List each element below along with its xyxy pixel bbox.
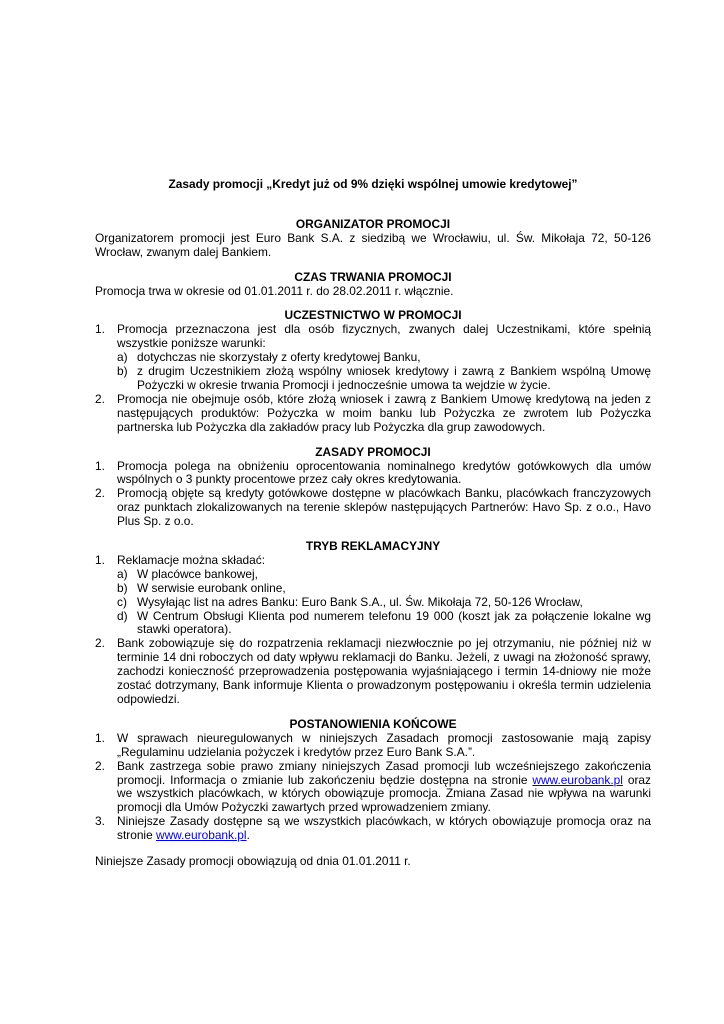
section-final-provisions xyxy=(95,718,651,843)
sub-list-text: Wysyłając list na adres Banku: Euro Bank S.A., ul. Św. Mikołaja 72, 50-126 Wrocław, xyxy=(137,594,583,609)
sub-list-item xyxy=(95,610,651,638)
list-text xyxy=(117,760,651,816)
list-number: 2. xyxy=(95,636,105,651)
list-text: Promocja polega na obniżeniu oprocentowania nominalnego kredytów gotówkowych dla umów wspólnych o 3 punkty procentowe przez cały okres kredytowania. xyxy=(117,458,651,487)
section-heading: TRYB REKLAMACYJNY xyxy=(305,539,441,554)
list-text: Promocja przeznaczona jest dla osób fizycznych, zwanych dalej Uczestnikami, które spełnią wszystkie poniższe warunki: xyxy=(117,322,651,351)
list-number: 1. xyxy=(95,458,105,473)
sub-list-item xyxy=(95,365,651,393)
list-number: 3. xyxy=(95,814,105,829)
sub-list-text: W placówce bankowej, xyxy=(137,566,258,581)
list-item xyxy=(95,637,651,707)
list-text: Promocją objęte są kredyty gotówkowe dostępne w placówkach Banku, placówkach franczyzowych oraz punktach zlokalizowanych na terenie sklepów następujących Partnerów: Havo Sp. z o.o., Havo Plus Sp. z o.o. xyxy=(117,486,651,529)
list-item xyxy=(95,323,651,351)
sub-list-text: dotychczas nie skorzystały z oferty kredytowej Banku, xyxy=(137,350,421,365)
section-heading: UCZESTNICTWO W PROMOCJI xyxy=(284,308,462,323)
list-item xyxy=(95,393,651,435)
list-number: 1. xyxy=(95,730,105,745)
section-organizer xyxy=(95,218,651,260)
paragraph: Promocja trwa w okresie od 01.01.2011 r. do 28.02.2011 r. włącznie. xyxy=(95,283,454,298)
list-item xyxy=(95,487,651,529)
paragraph: Organizatorem promocji jest Euro Bank S.A. z siedzibą we Wrocławiu, ul. Św. Mikołaja 72, 50-126 Wrocław, zwanym dalej Bankiem. xyxy=(95,230,651,259)
eurobank-link[interactable]: www.eurobank.pl xyxy=(532,772,623,787)
section-heading: ZASADY PROMOCJI xyxy=(315,444,431,459)
section-complaints xyxy=(95,540,651,707)
section-participation xyxy=(95,309,651,434)
list-item xyxy=(95,760,651,816)
list-text: W sprawach nieuregulowanych w niniejszych Zasadach promocji zastosowanie mają zapisy „Regulaminu udzielania pożyczek i kredytów przez Euro Bank S.A.”. xyxy=(117,730,651,759)
section-heading: ORGANIZATOR PROMOCJI xyxy=(295,216,451,231)
list-item xyxy=(95,815,651,843)
list-number: 2. xyxy=(95,486,105,501)
list-item xyxy=(95,732,651,760)
sub-list-text: W serwisie eurobank online, xyxy=(137,580,286,595)
sub-list-letter: c) xyxy=(117,594,127,609)
text-segment: Bank zastrzega sobie prawo zmiany niniejszych Zasad promocji lub wcześniejszego zakończenia promocji. Informacja o zmianie lub zakończeniu będzie dostępna na stronie xyxy=(117,758,651,787)
sub-list-text: W Centrum Obsługi Klienta pod numerem telefonu 19 000 (koszt jak za połączenie lokalne wg stawki operatora). xyxy=(137,608,651,637)
text-segment: oraz we wszystkich placówkach, w których obowiązuje promocja. Zmiana Zasad nie wpływa na warunki promocji dla Umów Pożyczki zawartych przed wprowadzeniem zmiany. xyxy=(117,772,651,815)
section-rules xyxy=(95,446,651,529)
document-page xyxy=(95,178,651,869)
list-text xyxy=(117,815,651,843)
document-title: Zasady promocji „Kredyt już od 9% dzięki wspólnej umowie kredytowej” xyxy=(168,177,578,191)
eurobank-link[interactable]: www.eurobank.pl xyxy=(156,828,247,843)
text-segment: Niniejsze Zasady dostępne są we wszystkich placówkach, w których obowiązuje promocja oraz na stronie xyxy=(117,814,651,843)
list-text: Bank zobowiązuje się do rozpatrzenia reklamacji niezwłocznie po jej otrzymaniu, nie później niż w terminie 14 dni roboczych od daty wpływu reklamacji do Banku. Jeżeli, z uwagi na złożoność sprawy, zachodzi konieczność przeprowadzenia postępowania wyjaśniającego i termin 14-dniowy nie może zostać dotrzymany, Bank informuje Klienta o prowadzonym postępowaniu i określa termin udzielenia odpowiedzi. xyxy=(117,636,651,706)
section-duration xyxy=(95,271,651,299)
list-item xyxy=(95,460,651,488)
sub-list-letter: b) xyxy=(117,580,128,595)
section-heading: CZAS TRWANIA PROMOCJI xyxy=(294,269,452,284)
list-item xyxy=(95,554,651,568)
list-number: 2. xyxy=(95,758,105,773)
text-segment: . xyxy=(246,828,250,843)
list-number: 1. xyxy=(95,552,105,567)
sub-list-item xyxy=(95,596,651,610)
sub-list-letter: b) xyxy=(117,364,128,379)
sub-list-letter: a) xyxy=(117,566,128,581)
list-number: 1. xyxy=(95,322,105,337)
sub-list-text: z drugim Uczestnikiem złożą wspólny wniosek kredytowy i zawrą z Bankiem wspólną Umowę Pożyczki w okresie trwania Promocji i jednocześnie umowa ta wejdzie w życie. xyxy=(137,364,651,392)
section-heading: POSTANOWIENIA KOŃCOWE xyxy=(289,716,457,731)
sub-list-item xyxy=(95,568,651,582)
closing-statement: Niniejsze Zasady promocji obowiązują od dnia 01.01.2011 r. xyxy=(95,854,411,869)
sub-list-item xyxy=(95,351,651,365)
sub-list-letter: a) xyxy=(117,350,128,365)
list-number: 2. xyxy=(95,391,105,406)
list-text: Promocja nie obejmuje osób, które złożą wniosek i zawrą z Bankiem Umowę kredytową na jeden z następujących produktów: Pożyczka w moim banku lub Pożyczka ze zwrotem lub Pożyczka partnerska lub Pożyczka dla zakładów pracy lub Pożyczka dla grup zawodowych. xyxy=(117,391,651,434)
sub-list-item xyxy=(95,582,651,596)
sub-list-letter: d) xyxy=(117,608,128,623)
list-text: Reklamacje można składać: xyxy=(117,552,266,567)
